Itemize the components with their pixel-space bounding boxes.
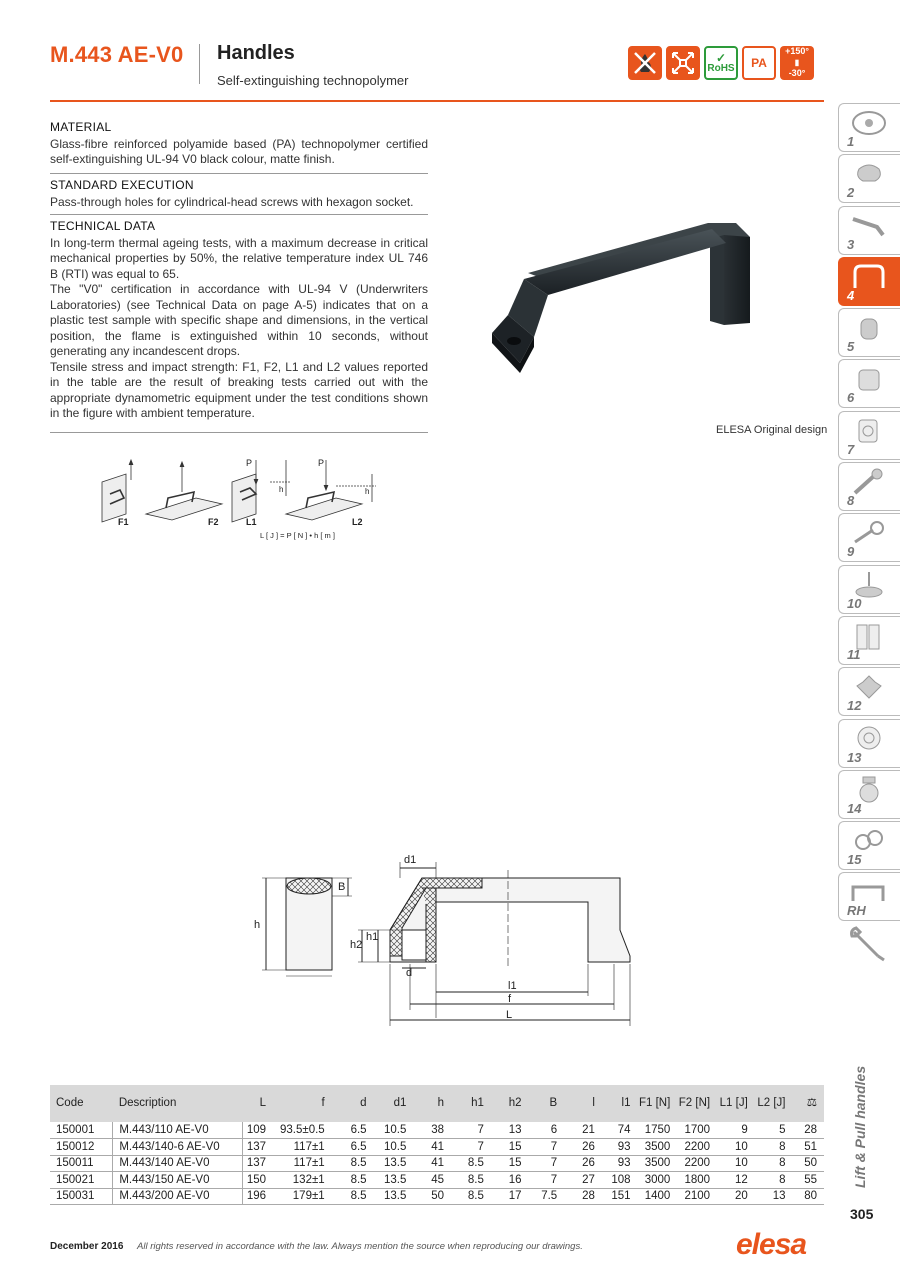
col-l2-energy: L2 [J] <box>757 1097 786 1109</box>
col-description: Description <box>118 1097 177 1109</box>
col-l: L <box>259 1097 267 1109</box>
category-tabs <box>838 103 900 970</box>
table-cell: 1750 <box>638 1122 678 1139</box>
tab-14[interactable]: 14 <box>838 770 900 819</box>
table-row <box>50 1155 824 1172</box>
table-cell: 21 <box>564 1122 602 1139</box>
col-d: d <box>360 1097 367 1109</box>
table-cell: 137 <box>243 1155 273 1172</box>
section-heading: STANDARD EXECUTION <box>50 178 194 192</box>
tab-2[interactable]: 2 <box>838 154 900 203</box>
table-cell: 8.5 <box>451 1155 491 1172</box>
table-cell: 10.5 <box>374 1122 414 1139</box>
table-cell: 8.5 <box>451 1172 491 1189</box>
table-cell: 8 <box>755 1172 793 1189</box>
table-cell: 6.5 <box>332 1122 374 1139</box>
table-cell: 109 <box>243 1122 273 1139</box>
load-p-label: P <box>318 458 325 468</box>
indicator-icon <box>849 416 889 446</box>
table-cell: 7 <box>451 1139 491 1156</box>
category-label: Lift & Pull handles <box>852 1065 868 1188</box>
handwheel-icon <box>849 108 889 138</box>
col-h2: h2 <box>508 1097 522 1109</box>
table-cell: 93 <box>602 1139 638 1156</box>
table-cell: 196 <box>243 1188 273 1205</box>
table-cell: M.443/200 AE-V0 <box>113 1188 243 1205</box>
tab-13[interactable]: 13 <box>838 719 900 768</box>
table-cell: 2100 <box>677 1188 717 1205</box>
col-h: h <box>437 1097 445 1109</box>
f2-label: F2 <box>208 517 219 527</box>
tab-7[interactable]: 7 <box>838 411 900 460</box>
table-cell: 150012 <box>50 1139 113 1156</box>
photo-caption: ELESA Original design <box>716 424 828 436</box>
tab-9[interactable]: 9 <box>838 513 900 562</box>
section-text: Pass-through holes for cylindrical-head screws with hexagon socket. <box>50 194 414 209</box>
dim-d: d <box>406 967 413 979</box>
title-separator <box>199 44 200 84</box>
table-cell: 1700 <box>677 1122 717 1139</box>
tab-6[interactable]: 6 <box>838 359 900 408</box>
section-divider <box>50 173 428 174</box>
dim-l1: l1 <box>508 980 517 992</box>
table-cell: 9 <box>717 1122 755 1139</box>
table-cell: 50 <box>793 1155 825 1172</box>
table-cell: 5 <box>755 1122 793 1139</box>
table-row <box>50 1122 824 1139</box>
table-cell: 117±1 <box>273 1139 332 1156</box>
feature-badges <box>628 46 814 82</box>
test-conditions-figure <box>96 452 396 546</box>
technical-drawing <box>250 848 640 1033</box>
standard-execution-section <box>50 178 428 210</box>
table-cell: 7.5 <box>529 1188 565 1205</box>
table-cell: 13 <box>755 1188 793 1205</box>
table-cell: 108 <box>602 1172 638 1189</box>
section-text: Tensile stress and impact strength: F1, F2, L1 and L2 values reported in the table are the result of breaking tests carried out with the appropriate dynamometric equipment under the test conditions shown in the figure with ambient temperature. <box>50 359 428 420</box>
table-cell: 51 <box>793 1139 825 1156</box>
table-cell: 93.5±0.5 <box>273 1122 332 1139</box>
table-cell: 41 <box>413 1139 451 1156</box>
table-cell: 16 <box>491 1172 529 1189</box>
section-text: The "V0" certification in accordance with UL-94 V (Underwriters Laboratories) (see Technical Data on page A-5) indicates that on a plastic test sample with specific shape and dimensions, in the vertical position, the flame is extinguished within 10 seconds, without generating any incandescent drops. <box>50 282 428 358</box>
table-cell: 6.5 <box>332 1139 374 1156</box>
product-code: M.443 AE-V0 <box>50 42 184 67</box>
table-cell: 8.5 <box>451 1188 491 1205</box>
handle-icon <box>849 262 889 292</box>
no-flame-icon <box>628 46 662 80</box>
tab-4[interactable]: 4 <box>838 257 900 306</box>
table-cell: 3000 <box>638 1172 678 1189</box>
weight-icon: ⚖ <box>806 1097 817 1109</box>
table-cell: 13 <box>491 1122 529 1139</box>
table-cell: 13.5 <box>374 1172 414 1189</box>
tools-tab[interactable] <box>838 924 900 970</box>
knob-icon <box>849 159 889 189</box>
section-text: In long-term thermal ageing tests, with a maximum decrease in critical mechanical properties by 50%, the relative temperature index UL 746 B (RTI) was equal to 65. <box>50 235 428 281</box>
table-cell: 8.5 <box>332 1172 374 1189</box>
wrench-icon <box>848 926 888 966</box>
dim-l: L <box>506 1009 513 1021</box>
table-cell: M.443/150 AE-V0 <box>113 1172 243 1189</box>
energy-formula: L [ J ] = P [ N ] • h [ m ] <box>260 531 335 540</box>
table-cell: 151 <box>602 1188 638 1205</box>
table-cell: 8 <box>755 1139 793 1156</box>
table-cell: 27 <box>564 1172 602 1189</box>
tab-15[interactable]: 15 <box>838 821 900 870</box>
table-cell: 1400 <box>638 1188 678 1205</box>
table-cell: 8.5 <box>332 1155 374 1172</box>
table-cell: 8.5 <box>332 1188 374 1205</box>
brand-logo: elesa <box>736 1228 807 1261</box>
table-cell: 150031 <box>50 1188 113 1205</box>
material-badge: PA <box>742 46 776 80</box>
col-f2: F2 [N] <box>678 1097 711 1109</box>
tab-11[interactable]: 11 <box>838 616 900 665</box>
table-cell: 28 <box>793 1122 825 1139</box>
table-cell: 74 <box>602 1122 638 1139</box>
product-photo <box>488 215 818 380</box>
col-f: f <box>321 1097 325 1109</box>
table-row <box>50 1139 824 1156</box>
table-cell: 179±1 <box>273 1188 332 1205</box>
dim-h1: h1 <box>366 931 379 943</box>
col-l1-energy: L1 [J] <box>719 1097 748 1109</box>
col-d1: d1 <box>393 1097 407 1109</box>
temperature-badge: +150° ▮ -30° <box>780 46 814 80</box>
plunger-icon <box>849 467 889 497</box>
header-rule <box>50 100 824 102</box>
table-cell: M.443/140 AE-V0 <box>113 1155 243 1172</box>
table-cell: 17 <box>491 1188 529 1205</box>
table-cell: 2200 <box>677 1139 717 1156</box>
table-cell: 6 <box>529 1122 565 1139</box>
tab-8[interactable]: 8 <box>838 462 900 511</box>
section-divider <box>50 214 428 215</box>
table-cell: 55 <box>793 1172 825 1189</box>
cylinder-knob-icon <box>849 313 889 343</box>
table-cell: 13.5 <box>374 1155 414 1172</box>
page-subtitle: Self-extinguishing technopolymer <box>217 73 409 88</box>
section-heading: TECHNICAL DATA <box>50 219 156 233</box>
knurled-knob-icon <box>849 364 889 394</box>
table-cell: 3500 <box>638 1155 678 1172</box>
table-cell: 20 <box>717 1188 755 1205</box>
tab-rh[interactable]: RH <box>838 872 900 921</box>
dim-h2: h2 <box>350 939 363 951</box>
rohs-badge: ✓ RoHS <box>704 46 738 80</box>
table-cell: M.443/110 AE-V0 <box>113 1122 243 1139</box>
page-title: Handles <box>217 42 295 64</box>
table-cell: 13.5 <box>374 1188 414 1205</box>
tab-10[interactable]: 10 <box>838 565 900 614</box>
col-code: Code <box>56 1097 84 1109</box>
table-cell: M.443/140-6 AE-V0 <box>113 1139 243 1156</box>
tab-12[interactable]: 12 <box>838 667 900 716</box>
tab-3[interactable]: 3 <box>838 206 900 255</box>
table-cell: 80 <box>793 1188 825 1205</box>
table-cell: 10 <box>717 1155 755 1172</box>
lever-h-label: h <box>279 485 284 494</box>
table-cell: 8 <box>755 1155 793 1172</box>
table-cell: 132±1 <box>273 1172 332 1189</box>
lever-h-label: h <box>365 487 370 496</box>
table-cell: 137 <box>243 1139 273 1156</box>
footer-date: December 2016 <box>50 1241 124 1252</box>
eye-bolt-icon <box>849 518 889 548</box>
table-header <box>50 1085 824 1122</box>
tab-1[interactable]: 1 <box>838 103 900 152</box>
col-b: B <box>549 1097 558 1109</box>
col-f1: F1 [N] <box>638 1097 671 1109</box>
thermometer-icon: ▮ <box>794 57 800 67</box>
technical-data-section <box>50 219 428 422</box>
f1-label: F1 <box>118 517 129 527</box>
table-cell: 117±1 <box>273 1155 332 1172</box>
table-cell: 150021 <box>50 1172 113 1189</box>
table-cell: 1800 <box>677 1172 717 1189</box>
table-cell: 150011 <box>50 1155 113 1172</box>
table-cell: 7 <box>529 1139 565 1156</box>
material-section <box>50 120 428 168</box>
col-l1: l1 <box>621 1097 631 1109</box>
table-cell: 7 <box>529 1172 565 1189</box>
load-p-label: P <box>246 458 253 468</box>
table-cell: 15 <box>491 1155 529 1172</box>
table-cell: 50 <box>413 1188 451 1205</box>
dim-d1: d1 <box>404 854 417 866</box>
dimensions-icon <box>666 46 700 80</box>
table-cell: 2200 <box>677 1155 717 1172</box>
table-cell: 26 <box>564 1155 602 1172</box>
table-cell: 10.5 <box>374 1139 414 1156</box>
table-cell: 3500 <box>638 1139 678 1156</box>
l2-label: L2 <box>352 517 363 527</box>
table-cell: 7 <box>451 1122 491 1139</box>
dim-b: B <box>338 881 346 893</box>
table-cell: 150001 <box>50 1122 113 1139</box>
table-row <box>50 1188 824 1205</box>
table-cell: 45 <box>413 1172 451 1189</box>
l1-label: L1 <box>246 517 257 527</box>
dim-f: f <box>508 993 512 1005</box>
table-cell: 10 <box>717 1139 755 1156</box>
section-divider <box>50 432 428 433</box>
table-cell: 38 <box>413 1122 451 1139</box>
footer-note: All rights reserved in accordance with the law. Always mention the source when reproducing our drawings. <box>137 1241 583 1252</box>
col-h1: h1 <box>471 1097 484 1109</box>
page-number: 305 <box>850 1206 874 1222</box>
table-cell: 41 <box>413 1155 451 1172</box>
table-row <box>50 1172 824 1189</box>
table-cell: 150 <box>243 1172 273 1189</box>
table-cell: 12 <box>717 1172 755 1189</box>
check-icon: ✓ <box>715 51 727 65</box>
table-cell: 28 <box>564 1188 602 1205</box>
section-heading: MATERIAL <box>50 120 112 134</box>
table-cell: 7 <box>529 1155 565 1172</box>
tab-5[interactable]: 5 <box>838 308 900 357</box>
table-cell: 93 <box>602 1155 638 1172</box>
section-text: Glass-fibre reinforced polyamide based (PA) technopolymer certified self-extinguishing UL-94 V0 black colour, matte finish. <box>50 136 428 166</box>
table-cell: 26 <box>564 1139 602 1156</box>
spec-table <box>50 1085 824 1205</box>
table-cell: 15 <box>491 1139 529 1156</box>
dim-h: h <box>254 919 261 931</box>
lever-icon <box>849 211 889 241</box>
col-l-small: l <box>592 1097 595 1109</box>
